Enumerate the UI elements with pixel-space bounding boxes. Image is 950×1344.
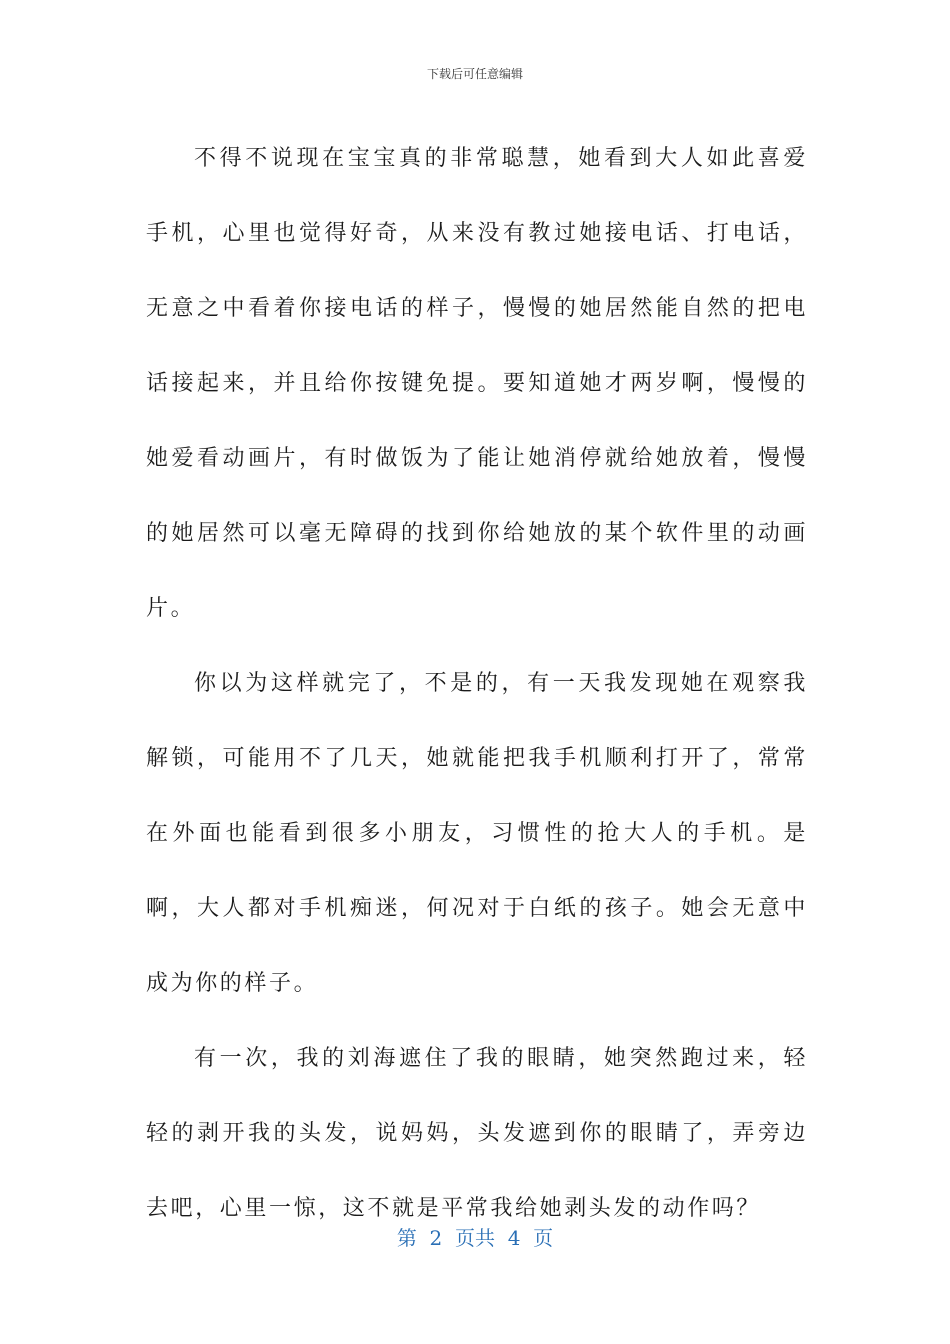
page-number-footer: 第 2 页共 4 页 [396,1226,554,1250]
paragraph: 你以为这样就完了，不是的，有一天我发现她在观察我解锁，可能用不了几天，她就能把我手机顺利打开了，常常在外面也能看到很多小朋友，习惯性的抢大人的手机。是啊，大人都对手机痴迷，何况对于白纸的孩子。她会无意中成为你的样子。 [146,671,808,996]
page-header: 下载后可任意编辑 [426,67,523,81]
paragraph: 有一次，我的刘海遮住了我的眼睛，她突然跑过来，轻轻的剥开我的头发，说妈妈，头发遮到你的眼睛了，弄旁边去吧，心里一惊，这不就是平常我给她剥头发的动作吗？ [146,1046,808,1221]
paragraph: 不得不说现在宝宝真的非常聪慧，她看到大人如此喜爱手机，心里也觉得好奇，从来没有教过她接电话、打电话，无意之中看着你接电话的样子，慢慢的她居然能自然的把电话接起来，并且给你按键免提。要知道她才两岁啊，慢慢的她爱看动画片，有时做饭为了能让她消停就给她放着，慢慢的她居然可以毫无障碍的找到你给她放的某个软件里的动画片。 [146,146,808,621]
document-body [146,121,808,1246]
